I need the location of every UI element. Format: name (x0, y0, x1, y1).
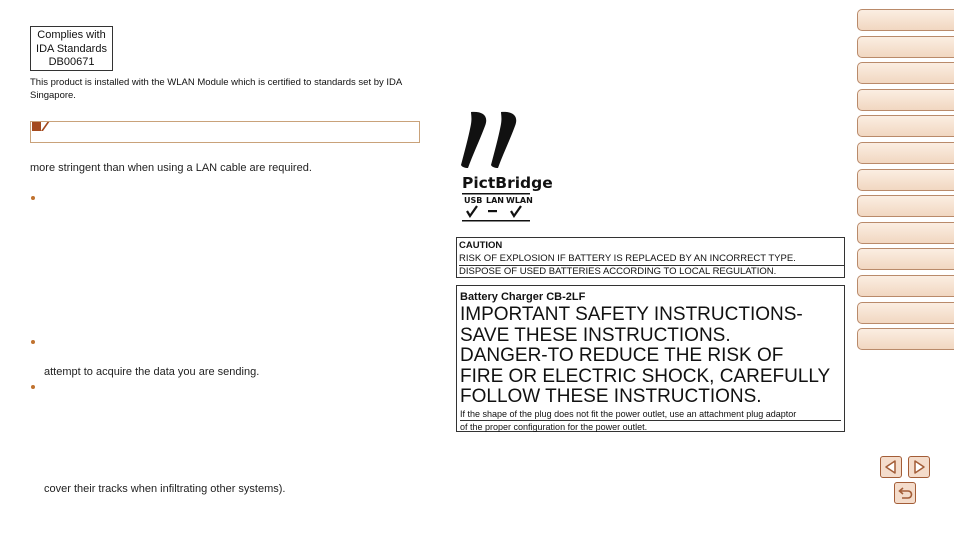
check-wlan-icon (511, 206, 521, 216)
chapter-tab-6[interactable] (857, 142, 954, 164)
chapter-tabs (857, 9, 954, 355)
pictbridge-logo-graphic (461, 110, 553, 225)
section-marker-slash (41, 122, 49, 131)
chapter-tab-7[interactable] (857, 169, 954, 191)
pictbridge-col-wlan: WLAN (506, 196, 533, 205)
chapter-tab-12[interactable] (857, 302, 954, 324)
caution-line-2: DISPOSE OF USED BATTERIES ACCORDING TO LOCAL REGULATION. (459, 265, 844, 279)
wlan-module-note: This product is installed with the WLAN Module which is certified to standards set by IDA Singapore. (30, 77, 402, 101)
triangle-left-icon (884, 460, 898, 474)
chapter-tab-13[interactable] (857, 328, 954, 350)
chapter-tab-2[interactable] (857, 36, 954, 58)
body-text-line-3: cover their tracks when infiltrating other systems). (44, 483, 286, 495)
bullet-dot-3 (31, 385, 35, 389)
check-usb-icon (467, 206, 477, 216)
charger-instruction-1: IMPORTANT SAFETY INSTRUCTIONS- (460, 304, 803, 325)
return-button[interactable] (894, 482, 916, 504)
charger-note-1: If the shape of the plug does not fit the power outlet, use an attachment plug adaptor (460, 408, 797, 419)
pictbridge-logo (461, 110, 553, 225)
previous-page-button[interactable] (880, 456, 902, 478)
charger-instruction-2: SAVE THESE INSTRUCTIONS. (460, 324, 731, 346)
chapter-tab-11[interactable] (857, 275, 954, 297)
chapter-tab-3[interactable] (857, 62, 954, 84)
chapter-tab-10[interactable] (857, 248, 954, 270)
return-arrow-icon (897, 486, 913, 500)
charger-instruction-5: FOLLOW THESE INSTRUCTIONS. (460, 386, 762, 407)
charger-instruction-3: DANGER-TO REDUCE THE RISK OF (460, 345, 784, 366)
ida-line-2: IDA Standards (36, 42, 107, 55)
triangle-right-icon (912, 460, 926, 474)
charger-note-2: of the proper configuration for the power outlet. (460, 420, 841, 433)
chapter-tab-9[interactable] (857, 222, 954, 244)
bullet-dot-1 (31, 196, 35, 200)
ida-compliance-box (30, 26, 113, 71)
body-text-line-2: attempt to acquire the data you are sending. (44, 366, 260, 378)
caution-title: CAUTION (459, 240, 503, 251)
body-text-line-1: more stringent than when using a LAN cable are required. (30, 162, 312, 174)
charger-instruction-4: FIRE OR ELECTRIC SHOCK, CAREFULLY (460, 365, 831, 387)
chapter-tab-4[interactable] (857, 89, 954, 111)
caution-box (456, 237, 845, 278)
next-page-button[interactable] (908, 456, 930, 478)
caution-line-1: RISK OF EXPLOSION IF BATTERY IS REPLACED BY AN INCORRECT TYPE. (459, 252, 796, 264)
dash-lan-icon (488, 210, 497, 212)
pictbridge-col-lan: LAN (486, 196, 504, 205)
ida-line-3: DB00671 (48, 56, 95, 68)
ida-line-1: Complies with (37, 29, 106, 41)
charger-title: Battery Charger CB-2LF (460, 291, 586, 303)
chapter-tab-5[interactable] (857, 115, 954, 137)
section-heading-bar (30, 121, 420, 143)
section-marker-icon (32, 122, 41, 131)
chapter-tab-1[interactable] (857, 9, 954, 31)
pictbridge-brand: PictBridge (462, 174, 553, 192)
battery-charger-box (456, 285, 845, 432)
bullet-dot-2 (31, 340, 35, 344)
chapter-tab-8[interactable] (857, 195, 954, 217)
pictbridge-col-usb: USB (464, 196, 483, 205)
